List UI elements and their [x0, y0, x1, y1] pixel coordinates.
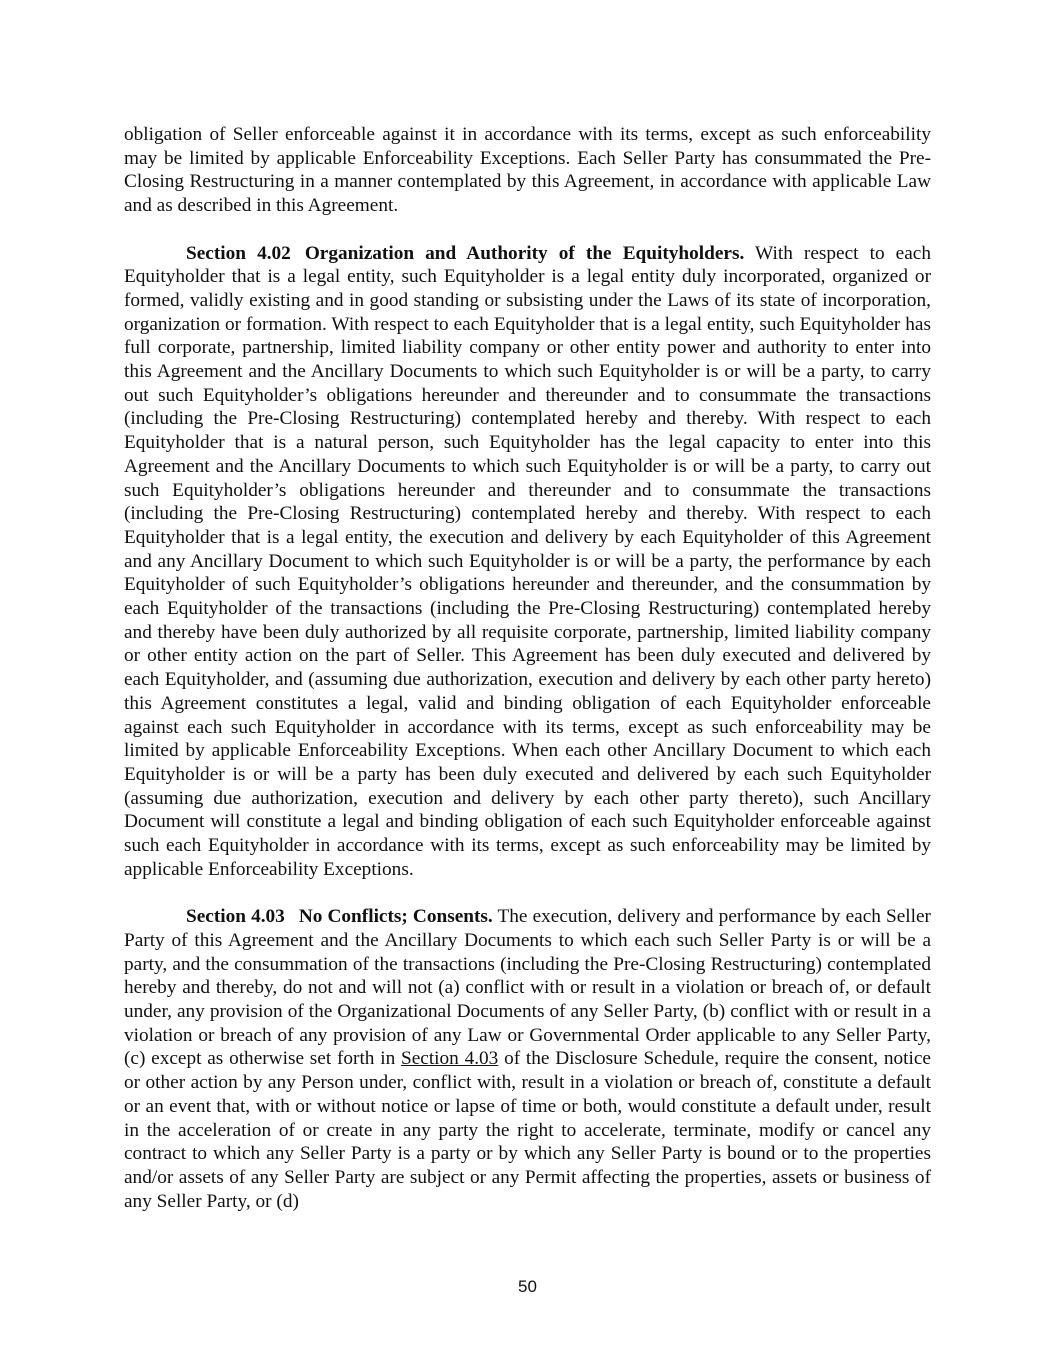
document-body [124, 123, 931, 1237]
section-body: With respect to each Equityholder that is a legal entity, such Equityholder is a legal entity duly incorporated, organized or formed, validly existing and in good standing or subsisting under the Laws of its state of incorporation, organization or formation. With respect to each Equityholder that is a legal entity, such Equityholder has full corporate, partnership, limited liability company or other entity power and authority to enter into this Agreement and the Ancillary Documents to which such Equityholder is or will be a party, to carry out such Equityholder’s obligations hereunder and thereunder and to consummate the transactions (including the Pre-Closing Restructuring) contemplated hereby and thereby. With respect to each Equityholder that is a natural person, such Equityholder has the legal capacity to enter into this Agreement and the Ancillary Documents to which such Equityholder is or will be a party, to carry out such Equityholder’s obligations hereunder and thereunder and to consummate the transactions (including the Pre-Closing Restructuring) contemplated hereby and thereby. With respect to each Equityholder that is a legal entity, the execution and delivery by each Equityholder of this Agreement and any Ancillary Document to which such Equityholder is or will be a party, the performance by each Equityholder of such Equityholder’s obligations hereunder and thereunder, and the consummation by each Equityholder of the transactions (including the Pre-Closing Restructuring) contemplated hereby and thereby have been duly authorized by all requisite corporate, partnership, limited liability company or other entity action on the part of Seller. This Agreement has been duly executed and delivered by each Equityholder, and (assuming due authorization, execution and delivery by each other party hereto) this Agreement constitutes a legal, valid and binding obligation of each Equityholder enforceable against each such Equityholder in accordance with its terms, except as such enforceability may be limited by applicable Enforceability Exceptions. When each other Ancillary Document to which each Equityholder is or will be a party has been duly executed and delivered by each such Equityholder (assuming due authorization, execution and delivery by each other party thereto), such Ancillary Document will constitute a legal and binding obligation of each such Equityholder enforceable against such each Equityholder in accordance with its terms, except as such enforceability may be limited by applicable Enforceability Exceptions. [124, 242, 931, 880]
section-number: Section 4.03 [186, 906, 285, 928]
section-body-part-a: The execution, delivery and performance by each Seller Party of this Agreement and the Ancillary Documents to which each such Seller Party is or will be a party, and the consummation of the transactions (including the Pre-Closing Restructuring) contemplated hereby and thereby, do not and will not (a) conflict with or result in a violation or breach of, or default under, any provision of the Organizational Documents of any Seller Party, (b) conflict with or result in a violation or breach of any provision of any Law or Governmental Order applicable to any Seller Party, (c) except as otherwise set forth in [124, 906, 931, 1070]
section-number: Section 4.02 [186, 242, 291, 264]
paragraph-continuation [124, 123, 931, 218]
section-title: No Conflicts; Consents. [298, 906, 493, 928]
section-4-03-heading [186, 906, 493, 927]
paragraph-text: obligation of Seller enforceable against it in accordance with its terms, except as such enforceability may be limited by applicable Enforceability Exceptions. Each Seller Party has consummated the Pre-Closing Restructuring in a manner contemplated by this Agreement, in accordance with applicable Law and as described in this Agreement. [124, 124, 931, 217]
section-reference: Section 4.03 [400, 1048, 499, 1070]
section-body-part-b: of the Disclosure Schedule, require the consent, notice or other action by any Person under, conflict with, result in a violation or breach of, constitute a default or an event that, with or without notice or lapse of time or both, would constitute a default under, result in the acceleration of or create in any party the right to accelerate, terminate, modify or cancel any contract to which any Seller Party is a party or by which any Seller Party is bound or to the properties and/or assets of any Seller Party are subject or any Permit affecting the properties, assets or business of any Seller Party, or (d) [124, 1048, 931, 1212]
section-4-03-paragraph [124, 905, 931, 1213]
section-title: Organization and Authority of the Equityholders. [304, 242, 745, 264]
section-4-02-paragraph [124, 242, 931, 882]
page-number: 50 [518, 1277, 537, 1296]
section-4-02-heading [186, 243, 744, 264]
